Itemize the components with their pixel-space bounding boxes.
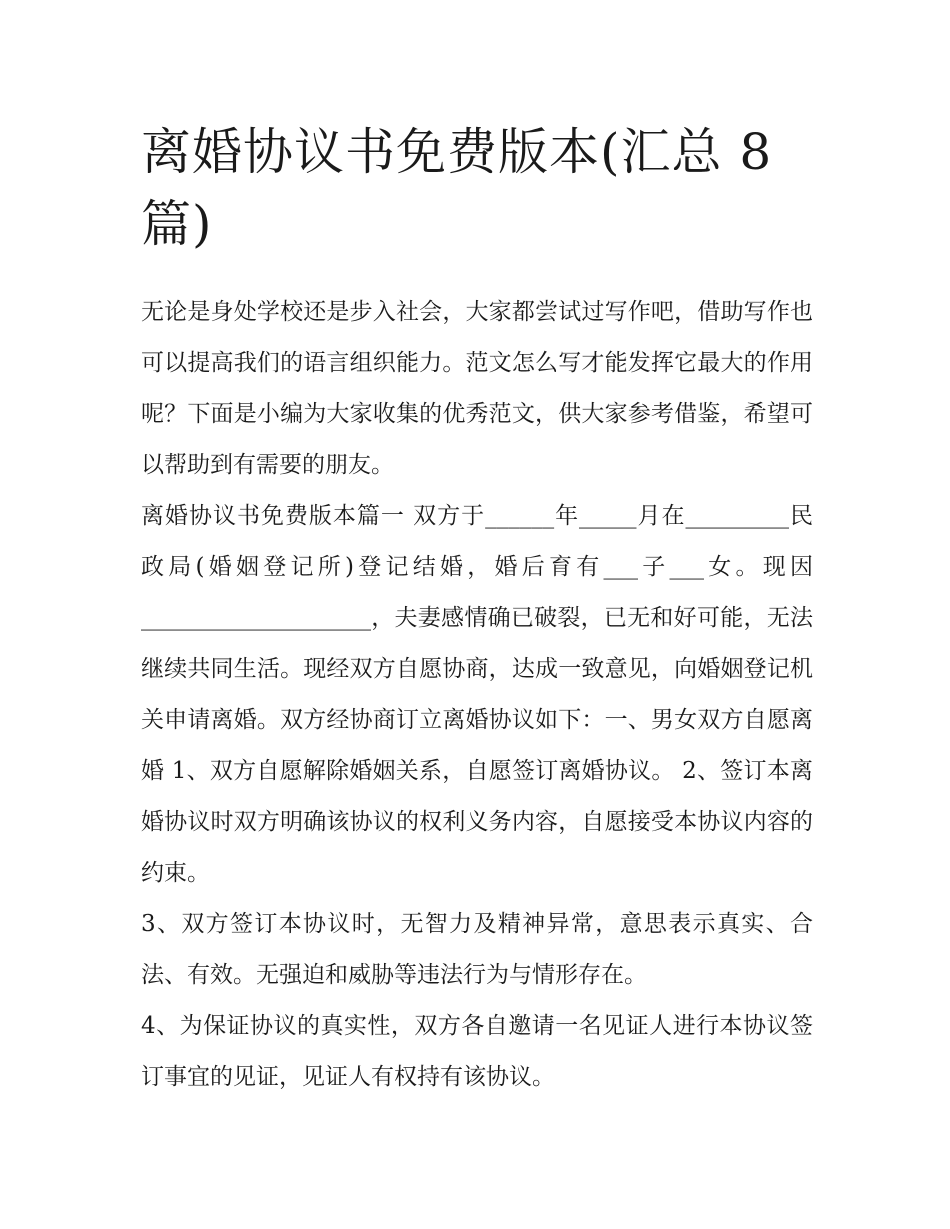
paragraph-article-one: 离婚协议书免费版本篇一 双方于______年_____月在_________民政局(婚姻登记所)登记结婚，婚后育有___子___女。现因____________________，夫妻感情确已破裂，已无和好可能，无法继续共同生活。现经双方自愿协商，达成一致意见，向婚姻登记机关申请离婚。双方经协商订立离婚协议如下：一、男女双方自愿离婚 1、双方自愿解除婚姻关系，自愿签订离婚协议。 2、签订本离婚协议时双方明确该协议的权利义务内容，自愿接受本协议内容的约束。 bbox=[141, 503, 813, 886]
paragraph-intro: 无论是身处学校还是步入社会，大家都尝试过写作吧，借助写作也可以提高我们的语言组织能力。范文怎么写才能发挥它最大的作用呢？下面是小编为大家收集的优秀范文，供大家参考借鉴，希望可以帮助到有需要的朋友。 bbox=[141, 299, 813, 478]
document-body bbox=[141, 287, 813, 1103]
document-page bbox=[141, 116, 813, 1103]
paragraph-clause-3: 3、双方签订本协议时，无智力及精神异常，意思表示真实、合法、有效。无强迫和威胁等违法行为与情形存在。 bbox=[141, 911, 813, 988]
paragraph-clause-4: 4、为保证协议的真实性，双方各自邀请一名见证人进行本协议签订事宜的见证，见证人有权持有该协议。 bbox=[141, 1013, 813, 1090]
document-title: 离婚协议书免费版本(汇总 8 篇) bbox=[141, 123, 773, 253]
